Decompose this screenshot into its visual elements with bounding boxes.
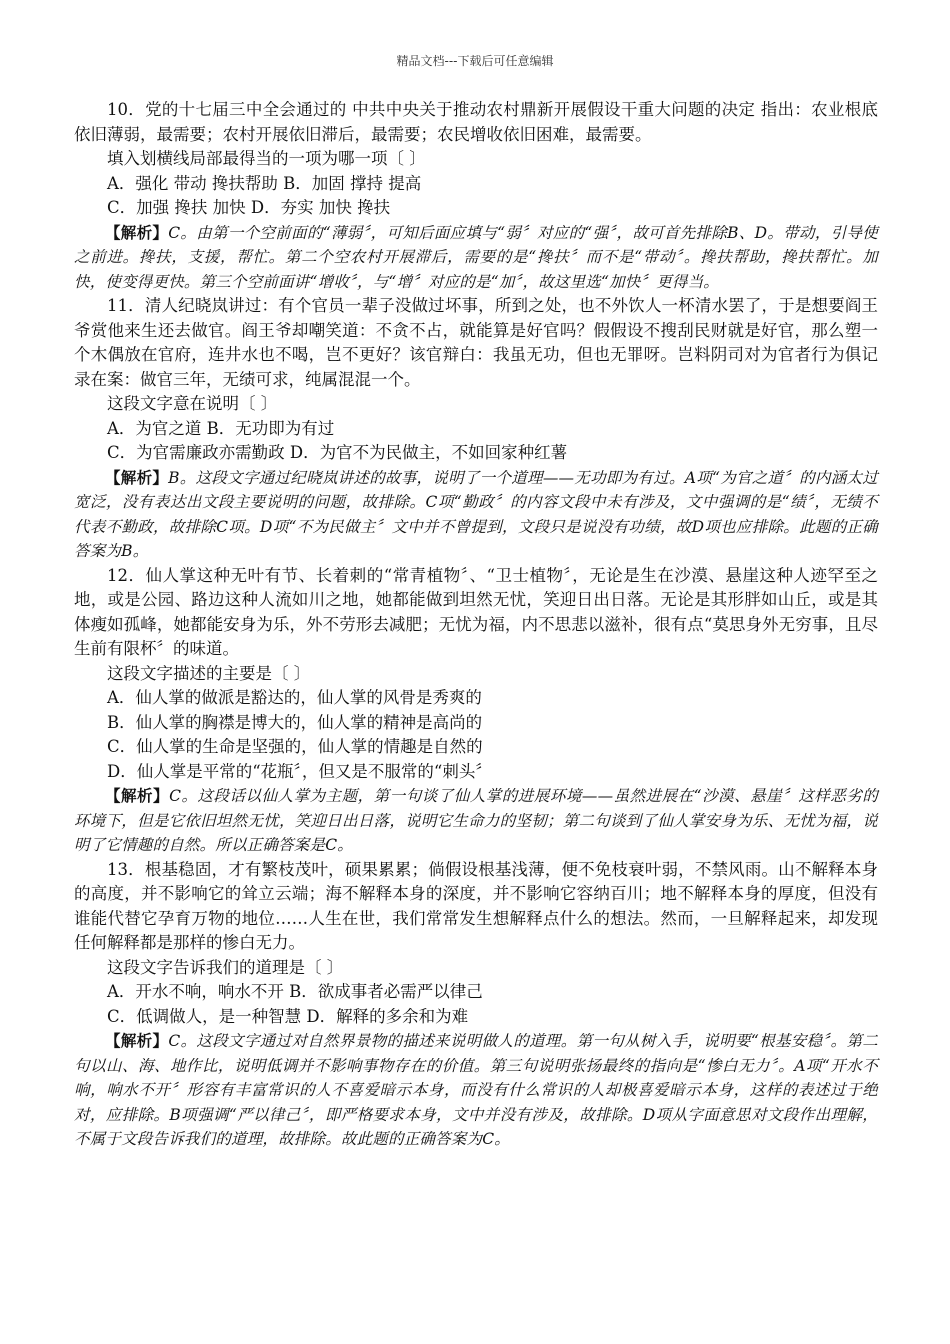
answer-text: C。由第一个空前面的“薄弱〞，可知后面应填与“弱〞对应的“强〞，故可首先排除B、D。带动，引导使之前进。搀扶，支援，帮忙。第二个空农村开展滞后，需要的是“搀扶〞而不是“带动〞。搀扶帮助，搀扶帮忙。加快，使变得更快。第三个空前面讲“增收〞，与“增〞对应的是“加〞，故这里选“加快〞更得当。 (74, 223, 878, 291)
answer-explanation (74, 784, 878, 858)
page-header: 精品文档---下载后可任意编辑 (396, 54, 554, 68)
question-stem: 这段文字意在说明〔 〕 (107, 394, 278, 413)
option-line: B．仙人掌的胸襟是博大的，仙人掌的精神是高尚的 (107, 712, 483, 732)
answer-explanation (74, 1029, 878, 1152)
question-13 (74, 858, 878, 1152)
answer-label: 【解析】 (105, 786, 170, 805)
option-line: C．为官需廉政亦需勤政 D．为官不为民做主，不如回家种红薯 (107, 443, 568, 462)
option-line: C．低调做人，是一种智慧 D．解释的多余和为难 (107, 1006, 469, 1026)
option-line: A．开水不响，响水不开 B．欲成事者必需严以律己 (107, 982, 483, 1001)
answer-label: 【解析】 (105, 467, 169, 487)
question-stem: 这段文字告诉我们的道理是〔 〕 (107, 957, 344, 977)
answer-label: 【解析】 (105, 1031, 169, 1050)
question-10 (74, 98, 878, 294)
question-12 (74, 564, 878, 858)
question-stem: 填入划横线局部最得当的一项为哪一项〔 〕 (107, 149, 426, 168)
answer-text: C。这段话以仙人掌为主题，第一句谈了仙人掌的进展环境——虽然进展在“沙漠、悬崖〞这样恶劣的环境下，但是它依旧坦然无忧，笑迎日出日落，说明它生命力的坚韧；第二句谈到了仙人掌安身为乐、无忧为福，说明了它情趣的自然。所以正确答案是C。 (74, 787, 878, 854)
option-line: D．仙人掌是平常的“花瓶〞，但又是不服常的“刺头〞 (107, 761, 492, 781)
question-stem: 这段文字描述的主要是〔 〕 (107, 663, 311, 683)
answer-explanation (74, 466, 878, 564)
question-text: 13．根基稳固，才有繁枝茂叶，硕果累累；倘假设根基浅薄，便不免枝衰叶弱，不禁风雨。山不解释本身的高度，并不影响它的耸立云端；海不解释本身的深度，并不影响它容纳百川；地不解释本身的厚度，但没有谁能代替它孕育万物的地位……人生在世，我们常常发生想解释点什么的想法。然而，一旦解释起来，却发现任何解释都是那样的惨白无力。 (74, 859, 878, 952)
document-body (74, 98, 878, 1152)
option-line: A．为官之道 B．无功即为有过 (107, 418, 335, 438)
question-text: 10．党的十七届三中全会通过的 中共中央关于推动农村鼎新开展假设干重大问题的决定 指出：农业根底依旧薄弱，最需要；农村开展依旧滞后，最需要；农民增收依旧困难，最需要。 (74, 100, 878, 144)
answer-explanation (74, 221, 878, 295)
question-11 (74, 294, 878, 564)
answer-text: B。这段文字通过纪晓岚讲述的故事，说明了一个道理——无功即为有过。A项“为官之道〞的内涵太过宽泛，没有表达出文段主要说明的问题，故排除。C项“勤政〞的内容文段中未有涉及，文中强调的是“绩〞，无绩不代表不勤政，故排除C项。D项“不为民做主〞文中并不曾提到，文段只是说没有功绩，故D项也应排除。此题的正确答案为B。 (74, 468, 878, 560)
option-line: C．加强 搀扶 加快 D．夯实 加快 搀扶 (107, 198, 391, 217)
option-line: A．强化 带动 搀扶帮助 B．加固 撑持 提高 (107, 173, 422, 193)
option-line: A．仙人掌的做派是豁达的，仙人掌的风骨是秀爽的 (107, 688, 482, 707)
answer-label: 【解析】 (105, 222, 169, 242)
question-text: 12．仙人掌这种无叶有节、长着刺的“常青植物〞、“卫士植物〞，无论是生在沙漠、悬崖这种人迹罕至之地，或是公园、路边这种人流如川之地，她都能做到坦然无忧，笑迎日出日落。无论是其形胖如山丘，或是其体瘦如孤峰，她都能安身为乐，外不劳形去减肥；无忧为福，内不思悲以滋补，很有点“莫思身外无穷事，且尽生前有限杯〞的味道。 (74, 565, 878, 658)
option-line: C．仙人掌的生命是坚强的，仙人掌的情趣是自然的 (107, 737, 483, 756)
answer-text: C。这段文字通过对自然界景物的描述来说明做人的道理。第一句从树入手，说明要“根基安稳〞。第二句以山、海、地作比，说明低调并不影响事物存在的价值。第三句说明张扬最终的指向是“惨白无力〞。A项“开水不响，响水不开〞形容有丰富常识的人不喜爱暗示本身，而没有什么常识的人却极喜爱暗示本身，这样的表述过于绝对，应排除。B项强调“严以律己〞，即严格要求本身，文中并没有涉及，故排除。D项从字面意思对文段作出理解，不属于文段告诉我们的道理，故排除。故此题的正确答案为C。 (74, 1032, 878, 1148)
question-text: 11．清人纪晓岚讲过：有个官员一辈子没做过坏事，所到之处，也不外饮人一杯清水罢了，于是想要阎王爷赏他来生还去做官。阎王爷却嘲笑道：不贪不占，就能算是好官吗？假假设不搜刮民财就是好官，那么塑一个木偶放在官府，连井水也不喝，岂不更好？该官辩白：我虽无功，但也无罪呀。岂料阴司对为官者行为俱记录在案：做官三年，无绩可求，纯属混混一个。 (74, 296, 878, 389)
